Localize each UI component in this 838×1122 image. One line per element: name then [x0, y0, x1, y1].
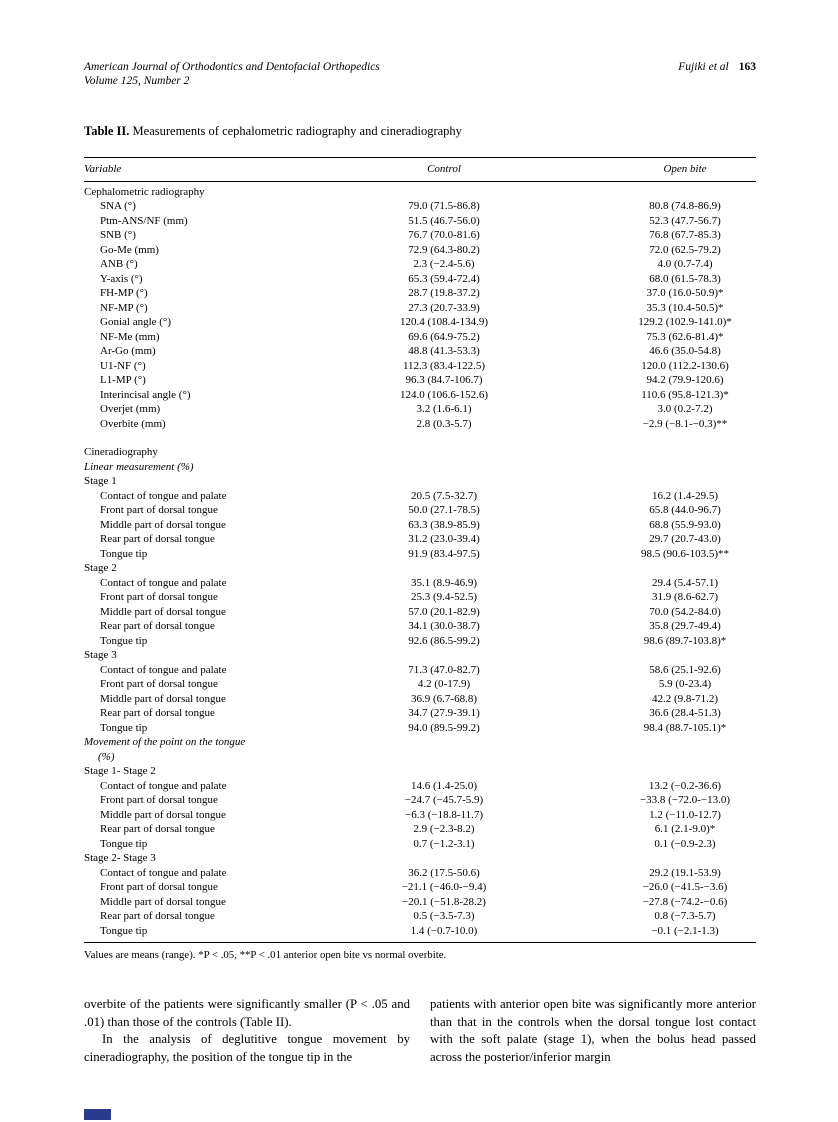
cell-open-bite: 35.8 (29.7-49.4) [649, 620, 721, 632]
cell-control: 2.9 (−2.3-8.2) [413, 823, 475, 835]
body-paragraph: In the analysis of deglutitive tongue movement by cineradiography, the position of the tongue tip in the [84, 1032, 410, 1064]
cell-variable: Contact of tongue and palate [100, 779, 227, 792]
table-row [84, 663, 756, 678]
table-row [84, 243, 756, 258]
cell-open-bite: 31.9 (8.6-62.7) [652, 591, 718, 603]
cell-open-bite: 65.8 (44.0-96.7) [649, 504, 721, 516]
cell-control: 91.9 (83.4-97.5) [408, 547, 480, 560]
authors: Fujiki et al [678, 61, 729, 73]
table-row [84, 880, 756, 895]
table-row [84, 344, 756, 359]
table-row [84, 286, 756, 301]
cell-open-bite: 70.0 (54.2-84.0) [649, 605, 721, 618]
cell-open-bite: 72.0 (62.5-79.2) [649, 243, 721, 256]
cell-variable: Contact of tongue and palate [100, 576, 227, 589]
table-row [84, 301, 756, 316]
cell-variable: Rear part of dorsal tongue [100, 707, 215, 719]
body-column-left [84, 996, 410, 1066]
table-row [84, 532, 756, 547]
cell-open-bite: 94.2 (79.9-120.6) [646, 374, 724, 386]
body-paragraph: overbite of the patients were significantly smaller (P < .05 and .01) than those of the controls (Table II). [84, 997, 410, 1029]
running-head-right [678, 60, 756, 74]
cell-variable: Middle part of dorsal tongue [100, 895, 226, 908]
cell-variable: Front part of dorsal tongue [100, 504, 218, 516]
cell-control: 96.3 (84.7-106.7) [405, 374, 483, 386]
cell-open-bite: 68.0 (61.5-78.3) [649, 272, 721, 285]
cell-variable: Gonial angle (°) [100, 316, 171, 328]
table-row [84, 214, 756, 229]
cell-variable: Middle part of dorsal tongue [100, 518, 226, 531]
cell-variable: Tongue tip [100, 721, 148, 734]
cell-variable: Middle part of dorsal tongue [100, 808, 226, 821]
cell-open-bite: 58.6 (25.1-92.6) [649, 663, 721, 676]
cell-open-bite: −0.1 (−2.1-1.3) [651, 924, 719, 937]
cell-open-bite: 0.1 (−0.9-2.3) [654, 837, 716, 850]
table-row [84, 895, 756, 910]
cell-control: 2.3 (−2.4-5.6) [413, 258, 475, 270]
cell-control: 76.7 (70.0-81.6) [408, 229, 480, 241]
cell-open-bite: 75.3 (62.6-81.4)* [646, 330, 724, 343]
cell-open-bite: 29.7 (20.7-43.0) [649, 533, 721, 545]
cell-variable: Front part of dorsal tongue [100, 591, 218, 603]
table-section-row [84, 735, 756, 764]
section-label: Linear measurement (%) [84, 460, 194, 473]
table-row [84, 590, 756, 605]
cell-control: 27.3 (20.7-33.9) [408, 301, 480, 314]
cell-control: 72.9 (64.3-80.2) [408, 243, 480, 256]
cell-control: −6.3 (−18.8-11.7) [405, 808, 483, 821]
cell-variable: SNA (°) [100, 200, 136, 212]
table-row [84, 489, 756, 504]
table-section-row [84, 851, 756, 866]
cell-control: 20.5 (7.5-32.7) [411, 489, 477, 502]
column-header-control: Control [427, 163, 461, 175]
cell-open-bite: 52.3 (47.7-56.7) [649, 214, 721, 227]
cell-variable: Middle part of dorsal tongue [100, 692, 226, 705]
column-header-variable: Variable [84, 163, 122, 175]
cell-open-bite: 98.5 (90.6-103.5)** [641, 547, 729, 560]
table-body [84, 182, 756, 944]
cell-control: 0.5 (−3.5-7.3) [413, 910, 475, 922]
table-section-row [84, 445, 756, 460]
cell-open-bite: 120.0 (112.2-130.6) [641, 359, 729, 372]
cell-variable: Y-axis (°) [100, 272, 143, 285]
cell-variable: Front part of dorsal tongue [100, 794, 218, 806]
table-header-row [84, 157, 756, 182]
cell-open-bite: 129.2 (102.9-141.0)* [638, 316, 732, 328]
cell-open-bite: 68.8 (55.9-93.0) [649, 518, 721, 531]
cell-control: 34.1 (30.0-38.7) [408, 620, 480, 632]
table-row [84, 692, 756, 707]
cell-open-bite: 46.6 (35.0-54.8) [649, 345, 721, 357]
section-label: Cineradiography [84, 446, 158, 458]
cell-variable: Tongue tip [100, 634, 148, 647]
cell-variable: L1-MP (°) [100, 374, 146, 386]
cell-open-bite: 5.9 (0-23.4) [658, 678, 712, 690]
cell-variable: Contact of tongue and palate [100, 866, 227, 879]
cell-open-bite: 80.8 (74.8-86.9) [649, 200, 721, 212]
cell-variable: NF-MP (°) [100, 301, 148, 314]
table-row [84, 330, 756, 345]
cell-control: 48.8 (41.3-53.3) [408, 345, 480, 357]
table-row [84, 605, 756, 620]
cell-variable: Rear part of dorsal tongue [100, 533, 215, 545]
cell-open-bite: 110.6 (95.8-121.3)* [641, 388, 729, 401]
table-row [84, 866, 756, 881]
cell-control: 63.3 (38.9-85.9) [408, 518, 480, 531]
cell-control: −20.1 (−51.8-28.2) [402, 895, 486, 908]
table-row [84, 373, 756, 388]
section-label: Stage 1 [84, 475, 117, 487]
cell-open-bite: −2.9 (−8.1-−0.3)** [642, 417, 728, 430]
cell-control: 120.4 (108.4-134.9) [400, 316, 488, 328]
table-row [84, 257, 756, 272]
cell-control: 31.2 (23.0-39.4) [408, 533, 480, 545]
cell-control: 36.2 (17.5-50.6) [408, 866, 480, 879]
cell-control: 28.7 (19.8-37.2) [408, 287, 480, 299]
cell-open-bite: 6.1 (2.1-9.0)* [654, 823, 716, 835]
running-head [84, 60, 756, 88]
table-row [84, 837, 756, 852]
section-label: Stage 2 [84, 562, 117, 574]
table-label: Table II. [84, 124, 130, 138]
cell-variable: U1-NF (°) [100, 359, 146, 372]
cell-variable: Contact of tongue and palate [100, 663, 227, 676]
cell-variable: Tongue tip [100, 924, 148, 937]
cell-open-bite: 29.2 (19.1-53.9) [649, 866, 721, 879]
cell-variable: SNB (°) [100, 229, 136, 241]
cell-open-bite: 76.8 (67.7-85.3) [649, 229, 721, 241]
cell-control: 25.3 (9.4-52.5) [411, 591, 477, 603]
running-head-left [84, 60, 380, 88]
body-column-right [430, 996, 756, 1066]
table-row [84, 706, 756, 721]
cell-control: 51.5 (46.7-56.0) [408, 214, 480, 227]
cell-variable: Front part of dorsal tongue [100, 678, 218, 690]
table-row [84, 388, 756, 403]
cell-control: 3.2 (1.6-6.1) [416, 403, 472, 415]
table-footnote: Values are means (range). *P < .05, **P < .01 anterior open bite vs normal overbite. [84, 949, 447, 961]
cell-open-bite: 3.0 (0.2-7.2) [657, 403, 713, 415]
cell-variable: Tongue tip [100, 837, 148, 850]
bottom-left-mark [84, 1109, 111, 1120]
table-section-row [84, 764, 756, 779]
table-section-row [84, 474, 756, 489]
measurements-table [84, 157, 756, 962]
cell-open-bite: 13.2 (−0.2-36.6) [648, 779, 722, 792]
cell-variable: Contact of tongue and palate [100, 489, 227, 502]
table-section-row [84, 460, 756, 475]
cell-variable: FH-MP (°) [100, 287, 148, 299]
cell-variable: Rear part of dorsal tongue [100, 620, 215, 632]
cell-control: 0.7 (−1.2-3.1) [413, 837, 475, 850]
cell-control: 35.1 (8.9-46.9) [411, 576, 477, 589]
cell-variable: Ar-Go (mm) [100, 345, 156, 357]
cell-control: 94.0 (89.5-99.2) [408, 721, 480, 734]
cell-control: −21.1 (−46.0-−9.4) [401, 881, 487, 893]
cell-control: 2.8 (0.3-5.7) [416, 417, 472, 430]
cell-control: 50.0 (27.1-78.5) [408, 504, 480, 516]
cell-control: 14.6 (1.4-25.0) [411, 779, 477, 792]
table-row [84, 822, 756, 837]
cell-control: 57.0 (20.1-82.9) [408, 605, 480, 618]
table-row [84, 518, 756, 533]
section-label: Stage 2- Stage 3 [84, 852, 156, 864]
body-text [84, 996, 756, 1066]
table-row [84, 272, 756, 287]
cell-open-bite: −27.8 (−74.2-−0.6) [642, 895, 728, 908]
cell-variable: Overbite (mm) [100, 417, 166, 430]
column-header-open-bite: Open bite [663, 163, 707, 175]
cell-control: 71.3 (47.0-82.7) [408, 663, 480, 676]
cell-control: −24.7 (−45.7-5.9) [404, 794, 484, 806]
cell-open-bite: 0.8 (−7.3-5.7) [654, 910, 716, 922]
section-label: Stage 1- Stage 2 [84, 765, 156, 777]
cell-control: 34.7 (27.9-39.1) [408, 707, 480, 719]
table-row [84, 359, 756, 374]
table-title-text: Measurements of cephalometric radiography and cineradiography [132, 124, 462, 138]
table-row [84, 503, 756, 518]
section-label: Movement of the point on the tongue (%) [84, 736, 246, 763]
cell-control: 69.6 (64.9-75.2) [408, 330, 480, 343]
table-row [84, 315, 756, 330]
cell-open-bite: 98.4 (88.7-105.1)* [643, 721, 727, 734]
table-section-row [84, 185, 756, 200]
cell-control: 1.4 (−0.7-10.0) [410, 924, 478, 937]
cell-variable: Overjet (mm) [100, 403, 161, 415]
section-label: Cephalometric radiography [84, 185, 205, 198]
cell-open-bite: 35.3 (10.4-50.5)* [646, 301, 724, 314]
table-row [84, 619, 756, 634]
table-row [84, 417, 756, 432]
cell-variable: Front part of dorsal tongue [100, 881, 218, 893]
cell-control: 124.0 (106.6-152.6) [400, 388, 488, 401]
table-row [84, 547, 756, 562]
cell-variable: ANB (°) [100, 258, 138, 270]
table-title [84, 124, 756, 139]
cell-variable: Interincisal angle (°) [100, 388, 191, 401]
journal-name: American Journal of Orthodontics and Dentofacial Orthopedics [84, 61, 380, 73]
cell-open-bite: 42.2 (9.8-71.2) [652, 692, 718, 705]
table-row [84, 721, 756, 736]
cell-variable: Rear part of dorsal tongue [100, 823, 215, 835]
cell-variable: Rear part of dorsal tongue [100, 910, 215, 922]
cell-control: 36.9 (6.7-68.8) [411, 692, 477, 705]
cell-open-bite: −33.8 (−72.0-−13.0) [639, 794, 731, 806]
body-paragraph: patients with anterior open bite was significantly more anterior than that in the controls when the dorsal tongue lost contact with the soft palate (stage 1), when the bolus head passed across the posterior/inferior margin [430, 997, 756, 1064]
table-row [84, 199, 756, 214]
table-row [84, 924, 756, 939]
table-row [84, 793, 756, 808]
cell-variable: Middle part of dorsal tongue [100, 605, 226, 618]
cell-open-bite: 16.2 (1.4-29.5) [652, 489, 718, 502]
table-row [84, 779, 756, 794]
cell-open-bite: 4.0 (0.7-7.4) [657, 258, 713, 270]
table-row [84, 909, 756, 924]
volume-line: Volume 125, Number 2 [84, 75, 190, 87]
cell-variable: NF-Me (mm) [100, 330, 160, 343]
table-row [84, 402, 756, 417]
cell-open-bite: 1.2 (−11.0-12.7) [649, 808, 721, 821]
cell-control: 4.2 (0-17.9) [417, 678, 471, 690]
section-label: Stage 3 [84, 649, 117, 661]
page-number: 163 [738, 61, 756, 73]
table-row [84, 634, 756, 649]
table-section-row [84, 561, 756, 576]
cell-open-bite: −26.0 (−41.5-−3.6) [642, 881, 728, 893]
table-row [84, 808, 756, 823]
cell-open-bite: 98.6 (89.7-103.8)* [643, 634, 727, 647]
table-row [84, 677, 756, 692]
cell-variable: Ptm-ANS/NF (mm) [100, 214, 188, 227]
table-row [84, 576, 756, 591]
cell-open-bite: 37.0 (16.0-50.9)* [646, 287, 724, 299]
table-row [84, 228, 756, 243]
cell-control: 92.6 (86.5-99.2) [408, 634, 480, 647]
cell-variable: Tongue tip [100, 547, 148, 560]
cell-control: 65.3 (59.4-72.4) [408, 272, 480, 285]
cell-open-bite: 36.6 (28.4-51.3) [649, 707, 721, 719]
cell-control: 79.0 (71.5-86.8) [408, 200, 480, 212]
cell-open-bite: 29.4 (5.4-57.1) [652, 576, 718, 589]
cell-control: 112.3 (83.4-122.5) [402, 359, 486, 372]
table-section-row [84, 648, 756, 663]
cell-variable: Go-Me (mm) [100, 243, 159, 256]
